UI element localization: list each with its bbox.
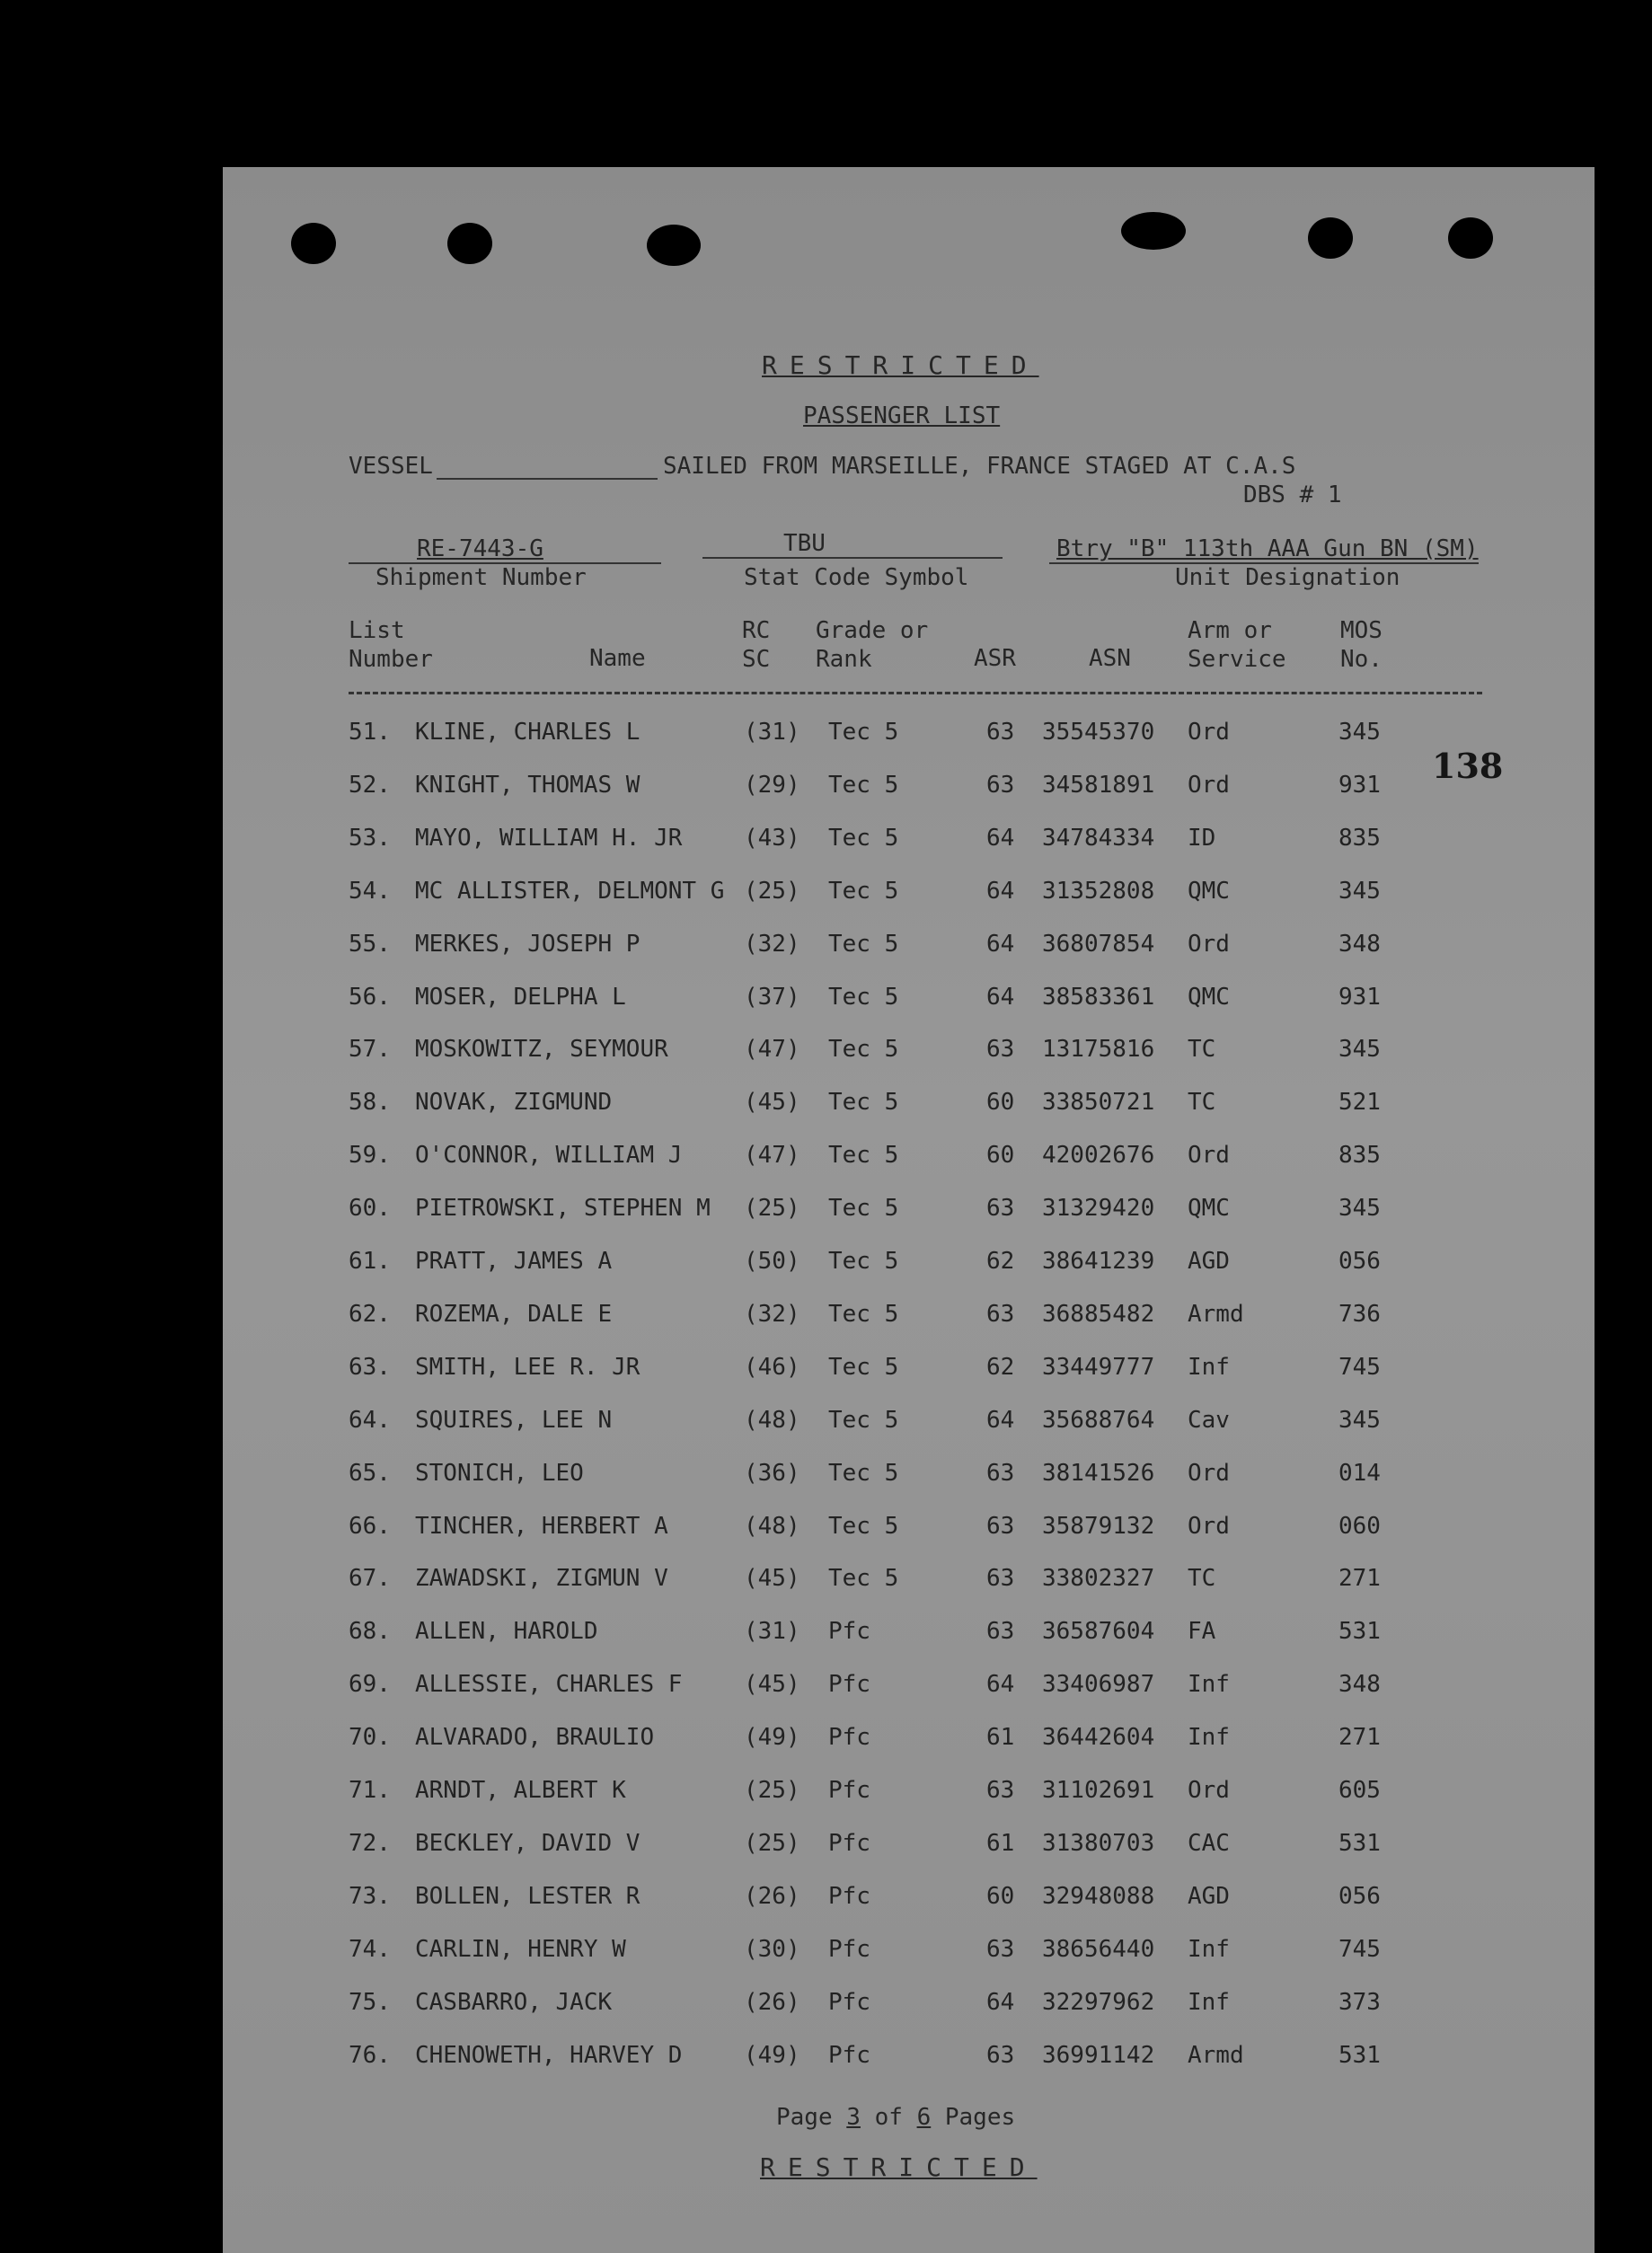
grade-cell: Tec 5 xyxy=(828,1195,899,1222)
arm-service-cell: Inf xyxy=(1188,1989,1230,2016)
name-cell: ARNDT, ALBERT K xyxy=(415,1777,626,1804)
rc-sc-cell: (32) xyxy=(744,931,800,958)
page-number: 3 xyxy=(846,2104,861,2131)
arm-service-cell: TC xyxy=(1188,1089,1216,1116)
asr-cell: 61 xyxy=(986,1724,1015,1751)
arm-service-cell: Armd xyxy=(1188,1301,1244,1328)
rc-sc-cell: (29) xyxy=(744,772,800,799)
table-row xyxy=(223,1989,1595,2041)
unit-label: Unit Designation xyxy=(1175,564,1400,591)
arm-service-cell: Inf xyxy=(1188,1671,1230,1698)
asn-cell: 35545370 xyxy=(1042,719,1155,746)
table-row xyxy=(223,1777,1595,1829)
table-row xyxy=(223,1036,1595,1088)
list-number-cell: 68. xyxy=(349,1618,391,1645)
table-row xyxy=(223,1513,1595,1565)
restricted-footer: RESTRICTED xyxy=(760,2152,1038,2182)
grade-cell: Pfc xyxy=(828,1883,870,1910)
list-number-cell: 69. xyxy=(349,1671,391,1698)
grade-cell: Tec 5 xyxy=(828,1036,899,1063)
asr-cell: 60 xyxy=(986,1142,1015,1169)
asn-cell: 35879132 xyxy=(1042,1513,1155,1540)
list-number-cell: 64. xyxy=(349,1407,391,1434)
grade-cell: Tec 5 xyxy=(828,1248,899,1275)
arm-service-cell: Ord xyxy=(1188,1460,1230,1487)
col-arm: Arm or Service xyxy=(1188,617,1286,673)
name-cell: KNIGHT, THOMAS W xyxy=(415,772,640,799)
asn-cell: 33449777 xyxy=(1042,1354,1155,1381)
list-number-cell: 62. xyxy=(349,1301,391,1328)
mos-cell: 605 xyxy=(1338,1777,1381,1804)
name-cell: PIETROWSKI, STEPHEN M xyxy=(415,1195,711,1222)
mos-cell: 531 xyxy=(1338,1830,1381,1857)
table-row xyxy=(223,825,1595,877)
mos-cell: 345 xyxy=(1338,878,1381,905)
grade-cell: Pfc xyxy=(828,1989,870,2016)
list-number-cell: 61. xyxy=(349,1248,391,1275)
table-row xyxy=(223,1936,1595,1988)
list-number-cell: 63. xyxy=(349,1354,391,1381)
asr-cell: 62 xyxy=(986,1354,1015,1381)
mos-cell: 835 xyxy=(1338,825,1381,852)
list-number-cell: 67. xyxy=(349,1565,391,1592)
mos-cell: 345 xyxy=(1338,1036,1381,1063)
table-row xyxy=(223,1883,1595,1935)
asn-cell: 35688764 xyxy=(1042,1407,1155,1434)
mos-cell: 348 xyxy=(1338,1671,1381,1698)
asr-cell: 60 xyxy=(986,1883,1015,1910)
grade-cell: Tec 5 xyxy=(828,1565,899,1592)
stat-code-underline xyxy=(702,557,1003,559)
asr-cell: 63 xyxy=(986,1513,1015,1540)
arm-service-cell: TC xyxy=(1188,1565,1216,1592)
asn-cell: 36885482 xyxy=(1042,1301,1155,1328)
dbs-number: DBS # 1 xyxy=(1243,482,1342,508)
grade-cell: Pfc xyxy=(828,2042,870,2069)
asn-cell: 31102691 xyxy=(1042,1777,1155,1804)
col-name: Name xyxy=(589,645,646,672)
arm-service-cell: Inf xyxy=(1188,1936,1230,1963)
table-row xyxy=(223,984,1595,1036)
mos-cell: 531 xyxy=(1338,2042,1381,2069)
name-cell: ALVARADO, BRAULIO xyxy=(415,1724,655,1751)
asr-cell: 63 xyxy=(986,1301,1015,1328)
list-number-cell: 73. xyxy=(349,1883,391,1910)
mos-cell: 345 xyxy=(1338,1195,1381,1222)
table-row xyxy=(223,1301,1595,1353)
list-number-cell: 56. xyxy=(349,984,391,1011)
asn-cell: 31380703 xyxy=(1042,1830,1155,1857)
name-cell: O'CONNOR, WILLIAM J xyxy=(415,1142,683,1169)
page-prefix: Page xyxy=(776,2104,833,2131)
punch-hole xyxy=(291,223,336,264)
page-suffix: Pages xyxy=(944,2104,1016,2131)
table-row xyxy=(223,1142,1595,1194)
grade-cell: Tec 5 xyxy=(828,825,899,852)
list-number-cell: 53. xyxy=(349,825,391,852)
punch-hole xyxy=(1121,212,1186,250)
asr-cell: 63 xyxy=(986,1460,1015,1487)
list-number-cell: 58. xyxy=(349,1089,391,1116)
asn-cell: 34784334 xyxy=(1042,825,1155,852)
asr-cell: 63 xyxy=(986,772,1015,799)
asr-cell: 63 xyxy=(986,1036,1015,1063)
list-number-cell: 74. xyxy=(349,1936,391,1963)
name-cell: MC ALLISTER, DELMONT G xyxy=(415,878,725,905)
col-asr: ASR xyxy=(974,645,1016,672)
asr-cell: 60 xyxy=(986,1089,1015,1116)
arm-service-cell: TC xyxy=(1188,1036,1216,1063)
mos-cell: 745 xyxy=(1338,1354,1381,1381)
mos-cell: 014 xyxy=(1338,1460,1381,1487)
mos-cell: 348 xyxy=(1338,931,1381,958)
mos-cell: 345 xyxy=(1338,1407,1381,1434)
rc-sc-cell: (32) xyxy=(744,1301,800,1328)
asn-cell: 33406987 xyxy=(1042,1671,1155,1698)
asn-cell: 32948088 xyxy=(1042,1883,1155,1910)
arm-service-cell: Ord xyxy=(1188,772,1230,799)
grade-cell: Tec 5 xyxy=(828,1407,899,1434)
grade-cell: Pfc xyxy=(828,1936,870,1963)
asr-cell: 61 xyxy=(986,1830,1015,1857)
rc-sc-cell: (49) xyxy=(744,2042,800,2069)
arm-service-cell: Ord xyxy=(1188,719,1230,746)
rc-sc-cell: (48) xyxy=(744,1513,800,1540)
name-cell: BECKLEY, DAVID V xyxy=(415,1830,640,1857)
name-cell: ALLEN, HAROLD xyxy=(415,1618,598,1645)
table-row xyxy=(223,1195,1595,1247)
rc-sc-cell: (43) xyxy=(744,825,800,852)
asr-cell: 63 xyxy=(986,1195,1015,1222)
grade-cell: Tec 5 xyxy=(828,931,899,958)
name-cell: CASBARRO, JACK xyxy=(415,1989,613,2016)
name-cell: CARLIN, HENRY W xyxy=(415,1936,626,1963)
mos-cell: 373 xyxy=(1338,1989,1381,2016)
stat-code-label: Stat Code Symbol xyxy=(744,564,969,591)
mos-cell: 271 xyxy=(1338,1565,1381,1592)
table-row xyxy=(223,1618,1595,1670)
arm-service-cell: Ord xyxy=(1188,1777,1230,1804)
arm-service-cell: QMC xyxy=(1188,878,1230,905)
table-row xyxy=(223,1407,1595,1459)
asr-cell: 64 xyxy=(986,1671,1015,1698)
asn-cell: 36991142 xyxy=(1042,2042,1155,2069)
table-row xyxy=(223,772,1595,824)
col-list-number: List Number xyxy=(349,617,433,673)
list-number-cell: 59. xyxy=(349,1142,391,1169)
asn-cell: 31352808 xyxy=(1042,878,1155,905)
page-stamp-number: 138 xyxy=(1432,746,1504,786)
list-number-cell: 60. xyxy=(349,1195,391,1222)
asr-cell: 64 xyxy=(986,1989,1015,2016)
stat-code: TBU xyxy=(783,530,826,557)
asn-cell: 38641239 xyxy=(1042,1248,1155,1275)
table-row xyxy=(223,1089,1595,1141)
asn-cell: 13175816 xyxy=(1042,1036,1155,1063)
arm-service-cell: Armd xyxy=(1188,2042,1244,2069)
grade-cell: Tec 5 xyxy=(828,1089,899,1116)
sailed-line: SAILED FROM MARSEILLE, FRANCE STAGED AT C.A.S xyxy=(663,453,1296,480)
asn-cell: 36587604 xyxy=(1042,1618,1155,1645)
rc-sc-cell: (45) xyxy=(744,1089,800,1116)
asr-cell: 63 xyxy=(986,1618,1015,1645)
name-cell: PRATT, JAMES A xyxy=(415,1248,613,1275)
name-cell: CHENOWETH, HARVEY D xyxy=(415,2042,683,2069)
rc-sc-cell: (37) xyxy=(744,984,800,1011)
grade-cell: Pfc xyxy=(828,1671,870,1698)
col-rc-sc: RC SC xyxy=(742,617,771,673)
grade-cell: Tec 5 xyxy=(828,1142,899,1169)
name-cell: ROZEMA, DALE E xyxy=(415,1301,613,1328)
mos-cell: 931 xyxy=(1338,772,1381,799)
asr-cell: 63 xyxy=(986,1777,1015,1804)
table-row xyxy=(223,1354,1595,1406)
name-cell: MOSKOWITZ, SEYMOUR xyxy=(415,1036,668,1063)
list-number-cell: 57. xyxy=(349,1036,391,1063)
rc-sc-cell: (46) xyxy=(744,1354,800,1381)
name-cell: MOSER, DELPHA L xyxy=(415,984,626,1011)
asn-cell: 33802327 xyxy=(1042,1565,1155,1592)
page-total: 6 xyxy=(916,2104,932,2131)
rc-sc-cell: (49) xyxy=(744,1724,800,1751)
arm-service-cell: Ord xyxy=(1188,931,1230,958)
name-cell: KLINE, CHARLES L xyxy=(415,719,640,746)
asn-cell: 33850721 xyxy=(1042,1089,1155,1116)
name-cell: BOLLEN, LESTER R xyxy=(415,1883,640,1910)
list-number-cell: 55. xyxy=(349,931,391,958)
rc-sc-cell: (45) xyxy=(744,1671,800,1698)
mos-cell: 835 xyxy=(1338,1142,1381,1169)
list-number-cell: 70. xyxy=(349,1724,391,1751)
table-row xyxy=(223,878,1595,930)
asr-cell: 64 xyxy=(986,825,1015,852)
grade-cell: Tec 5 xyxy=(828,1301,899,1328)
rc-sc-cell: (25) xyxy=(744,1830,800,1857)
punch-hole xyxy=(647,225,701,266)
shipment-label: Shipment Number xyxy=(375,564,587,591)
rc-sc-cell: (26) xyxy=(744,1989,800,2016)
list-number-cell: 54. xyxy=(349,878,391,905)
mos-cell: 521 xyxy=(1338,1089,1381,1116)
asn-cell: 38656440 xyxy=(1042,1936,1155,1963)
rc-sc-cell: (47) xyxy=(744,1142,800,1169)
grade-cell: Pfc xyxy=(828,1830,870,1857)
grade-cell: Tec 5 xyxy=(828,1513,899,1540)
rc-sc-cell: (25) xyxy=(744,878,800,905)
punch-hole xyxy=(447,223,492,264)
header-rule xyxy=(349,692,1482,694)
name-cell: TINCHER, HERBERT A xyxy=(415,1513,668,1540)
rc-sc-cell: (25) xyxy=(744,1777,800,1804)
col-mos: MOS No. xyxy=(1340,617,1383,673)
rc-sc-cell: (48) xyxy=(744,1407,800,1434)
table-row xyxy=(223,719,1595,771)
restricted-header: RESTRICTED xyxy=(762,350,1039,380)
asr-cell: 63 xyxy=(986,2042,1015,2069)
rc-sc-cell: (26) xyxy=(744,1883,800,1910)
name-cell: SQUIRES, LEE N xyxy=(415,1407,613,1434)
table-row xyxy=(223,1724,1595,1776)
list-number-cell: 52. xyxy=(349,772,391,799)
mos-cell: 531 xyxy=(1338,1618,1381,1645)
asn-cell: 36442604 xyxy=(1042,1724,1155,1751)
list-number-cell: 76. xyxy=(349,2042,391,2069)
grade-cell: Pfc xyxy=(828,1724,870,1751)
vessel-label: VESSEL xyxy=(349,453,433,480)
arm-service-cell: Ord xyxy=(1188,1513,1230,1540)
shipment-number: RE-7443-G xyxy=(417,535,543,562)
arm-service-cell: Cav xyxy=(1188,1407,1230,1434)
arm-service-cell: Inf xyxy=(1188,1724,1230,1751)
table-row xyxy=(223,1565,1595,1617)
name-cell: STONICH, LEO xyxy=(415,1460,584,1487)
table-row xyxy=(223,1830,1595,1882)
name-cell: NOVAK, ZIGMUND xyxy=(415,1089,613,1116)
col-asn: ASN xyxy=(1089,645,1131,672)
punch-hole xyxy=(1448,217,1493,259)
rc-sc-cell: (45) xyxy=(744,1565,800,1592)
arm-service-cell: Inf xyxy=(1188,1354,1230,1381)
asr-cell: 63 xyxy=(986,1565,1015,1592)
name-cell: MERKES, JOSEPH P xyxy=(415,931,640,958)
arm-service-cell: AGD xyxy=(1188,1883,1230,1910)
vessel-underline xyxy=(437,478,658,480)
grade-cell: Tec 5 xyxy=(828,719,899,746)
arm-service-cell: QMC xyxy=(1188,984,1230,1011)
arm-service-cell: FA xyxy=(1188,1618,1216,1645)
grade-cell: Tec 5 xyxy=(828,1460,899,1487)
grade-cell: Pfc xyxy=(828,1618,870,1645)
mos-cell: 056 xyxy=(1338,1248,1381,1275)
asr-cell: 64 xyxy=(986,931,1015,958)
grade-cell: Pfc xyxy=(828,1777,870,1804)
name-cell: ZAWADSKI, ZIGMUN V xyxy=(415,1565,668,1592)
rc-sc-cell: (36) xyxy=(744,1460,800,1487)
asn-cell: 38141526 xyxy=(1042,1460,1155,1487)
list-number-cell: 71. xyxy=(349,1777,391,1804)
table-row xyxy=(223,2042,1595,2094)
asn-cell: 34581891 xyxy=(1042,772,1155,799)
rc-sc-cell: (31) xyxy=(744,1618,800,1645)
mos-cell: 056 xyxy=(1338,1883,1381,1910)
asn-cell: 31329420 xyxy=(1042,1195,1155,1222)
asn-cell: 32297962 xyxy=(1042,1989,1155,2016)
mos-cell: 736 xyxy=(1338,1301,1381,1328)
table-row xyxy=(223,1671,1595,1723)
document-page xyxy=(223,167,1595,2253)
asr-cell: 63 xyxy=(986,719,1015,746)
asn-cell: 36807854 xyxy=(1042,931,1155,958)
rc-sc-cell: (47) xyxy=(744,1036,800,1063)
table-row xyxy=(223,931,1595,983)
grade-cell: Tec 5 xyxy=(828,1354,899,1381)
mos-cell: 345 xyxy=(1338,719,1381,746)
page-of: of xyxy=(874,2104,903,2131)
name-cell: ALLESSIE, CHARLES F xyxy=(415,1671,683,1698)
mos-cell: 931 xyxy=(1338,984,1381,1011)
asr-cell: 64 xyxy=(986,984,1015,1011)
punch-hole xyxy=(1308,217,1353,259)
list-number-cell: 75. xyxy=(349,1989,391,2016)
rc-sc-cell: (25) xyxy=(744,1195,800,1222)
name-cell: SMITH, LEE R. JR xyxy=(415,1354,640,1381)
list-number-cell: 65. xyxy=(349,1460,391,1487)
arm-service-cell: Ord xyxy=(1188,1142,1230,1169)
arm-service-cell: ID xyxy=(1188,825,1216,852)
list-number-cell: 51. xyxy=(349,719,391,746)
asr-cell: 64 xyxy=(986,878,1015,905)
mos-cell: 745 xyxy=(1338,1936,1381,1963)
rc-sc-cell: (50) xyxy=(744,1248,800,1275)
page-indicator xyxy=(776,2104,1015,2131)
asn-cell: 42002676 xyxy=(1042,1142,1155,1169)
table-row xyxy=(223,1460,1595,1512)
name-cell: MAYO, WILLIAM H. JR xyxy=(415,825,683,852)
asn-cell: 38583361 xyxy=(1042,984,1155,1011)
rc-sc-cell: (31) xyxy=(744,719,800,746)
arm-service-cell: AGD xyxy=(1188,1248,1230,1275)
asr-cell: 62 xyxy=(986,1248,1015,1275)
list-number-cell: 72. xyxy=(349,1830,391,1857)
grade-cell: Tec 5 xyxy=(828,984,899,1011)
mos-cell: 060 xyxy=(1338,1513,1381,1540)
col-grade: Grade or Rank xyxy=(816,617,929,673)
rc-sc-cell: (30) xyxy=(744,1936,800,1963)
arm-service-cell: QMC xyxy=(1188,1195,1230,1222)
arm-service-cell: CAC xyxy=(1188,1830,1230,1857)
list-number-cell: 66. xyxy=(349,1513,391,1540)
asr-cell: 63 xyxy=(986,1936,1015,1963)
asr-cell: 64 xyxy=(986,1407,1015,1434)
unit-designation: Btry "B" 113th AAA Gun BN (SM) xyxy=(1056,535,1479,562)
grade-cell: Tec 5 xyxy=(828,878,899,905)
table-row xyxy=(223,1248,1595,1300)
mos-cell: 271 xyxy=(1338,1724,1381,1751)
document-title: PASSENGER LIST xyxy=(803,402,1001,429)
grade-cell: Tec 5 xyxy=(828,772,899,799)
